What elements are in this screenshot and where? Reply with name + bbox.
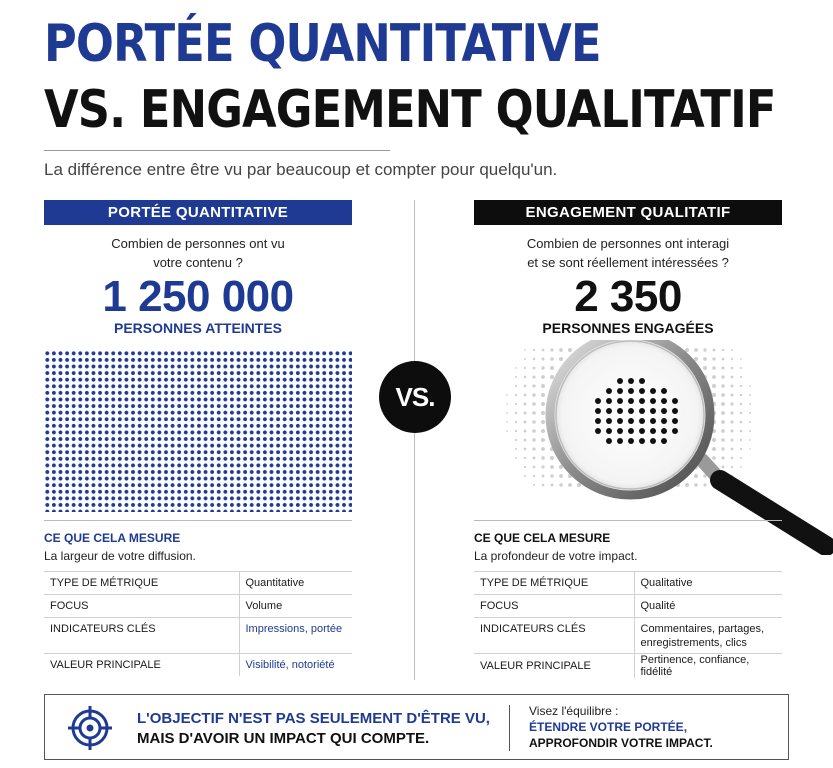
metric-value: Pertinence, confiance, fidélité (634, 654, 782, 679)
engagement-number-label: PERSONNES ENGAGÉES (542, 320, 714, 336)
main-title-line2: VS. ENGAGEMENT QUALITATIF (44, 80, 776, 140)
engagement-measure-title: CE QUE CELA MESURE (474, 531, 611, 545)
metric-value: Volume (239, 595, 352, 618)
reach-measure-desc: La largeur de votre diffusion. (44, 549, 196, 563)
engagement-measure-desc: La profondeur de votre impact. (474, 549, 638, 563)
reach-question-line2: votre contenu ? (153, 255, 243, 270)
metric-value: Impressions, portée (239, 618, 352, 654)
metric-key: VALEUR PRINCIPALE (474, 654, 634, 679)
reach-measure-title: CE QUE CELA MESURE (44, 531, 181, 545)
table-row (44, 618, 352, 654)
metric-value: Visibilité, notoriété (239, 654, 352, 676)
metric-key: TYPE DE MÉTRIQUE (44, 572, 239, 595)
balance-line1: ÉTENDRE VOTRE PORTÉE, (529, 720, 688, 734)
balance-callout (529, 703, 713, 751)
engagement-question (474, 234, 782, 272)
vs-badge: VS. (379, 361, 451, 433)
reach-column (44, 200, 352, 336)
reach-metrics-table (44, 571, 352, 676)
engagement-metrics-table (474, 571, 782, 678)
metric-key: INDICATEURS CLÉS (474, 618, 634, 654)
table-row (474, 595, 782, 618)
metric-value (634, 618, 782, 654)
reach-measure-section (44, 520, 352, 676)
metric-value: Quantitative (239, 572, 352, 595)
conclusion-line2: MAIS D'AVOIR UN IMPACT QUI COMPTE. (137, 730, 430, 747)
center-divider (414, 200, 415, 680)
audience-dot-grid (44, 350, 352, 512)
metric-value: Qualitative (634, 572, 782, 595)
metric-key: VALEUR PRINCIPALE (44, 654, 239, 676)
reach-number-label: PERSONNES ATTEINTES (113, 320, 283, 336)
engagement-header: ENGAGEMENT QUALITATIF (474, 200, 782, 225)
conclusion-line1: L'OBJECTIF N'EST PAS SEULEMENT D'ÊTRE VU, (137, 710, 490, 727)
metric-value: Qualité (634, 595, 782, 618)
engagement-question-line2: et se sont réellement intéressées ? (527, 255, 729, 270)
engagement-number: 2 350 (574, 272, 682, 321)
conclusion-statement (137, 709, 490, 749)
conclusion-box (44, 694, 789, 760)
metric-key: TYPE DE MÉTRIQUE (474, 572, 634, 595)
section-rule (44, 520, 352, 521)
reach-header: PORTÉE QUANTITATIVE (44, 200, 352, 225)
table-row (474, 572, 782, 595)
engagement-measure-section (474, 520, 782, 678)
table-row (44, 572, 352, 595)
target-icon (67, 705, 113, 751)
metric-key: INDICATEURS CLÉS (44, 618, 239, 654)
metric-key: FOCUS (474, 595, 634, 618)
table-row (474, 618, 782, 654)
metric-value-line2: enregistrements, clics (640, 636, 747, 649)
balance-intro: Visez l'équilibre : (529, 704, 619, 718)
table-row (44, 654, 352, 676)
balance-line2: APPROFONDIR VOTRE IMPACT. (529, 736, 713, 750)
metric-key: FOCUS (44, 595, 239, 618)
table-row (44, 595, 352, 618)
reach-question (44, 234, 352, 272)
table-row (474, 654, 782, 679)
reach-number: 1 250 000 (102, 272, 294, 321)
metric-value-line1: Commentaires, partages, (640, 622, 764, 635)
subtitle: La différence entre être vu par beaucoup et compter pour quelqu'un. (44, 160, 558, 179)
main-title-line1: PORTÉE QUANTITATIVE (44, 14, 601, 74)
engagement-question-line1: Combien de personnes ont interagi (526, 236, 730, 251)
reach-question-line1: Combien de personnes ont vu (111, 236, 285, 251)
section-rule (474, 520, 782, 521)
conclusion-separator (509, 705, 510, 751)
engagement-column (474, 200, 782, 336)
subtitle-rule (44, 150, 390, 151)
